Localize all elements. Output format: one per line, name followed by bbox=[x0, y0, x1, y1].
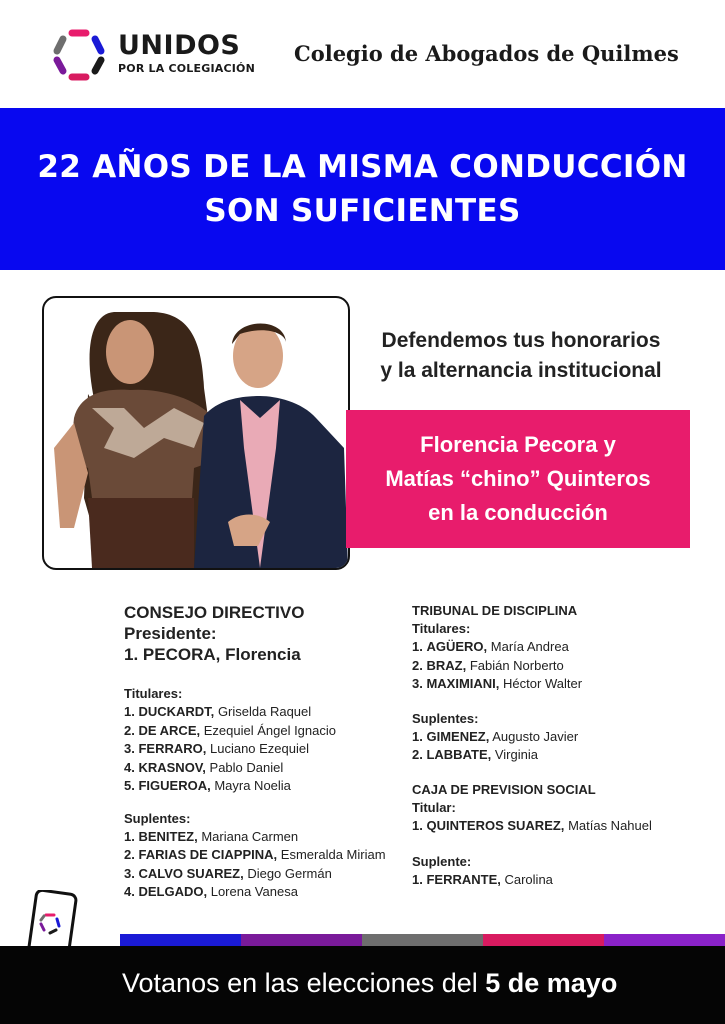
candidates-photo bbox=[42, 296, 350, 570]
color-stripe bbox=[483, 934, 604, 946]
color-stripe bbox=[120, 934, 241, 946]
list-item bbox=[124, 722, 394, 741]
entry-name: Matías Nahuel bbox=[568, 817, 652, 833]
candidates-line-3: en la conducción bbox=[428, 500, 608, 525]
color-stripes bbox=[120, 934, 725, 946]
presidente-name: PECORA, Florencia bbox=[142, 645, 301, 664]
candidates-photo-illustration bbox=[44, 298, 348, 568]
header bbox=[0, 0, 725, 108]
list-item bbox=[124, 703, 394, 722]
list-item bbox=[412, 638, 712, 657]
list-item bbox=[124, 777, 394, 796]
tribunal-titulares-list bbox=[412, 638, 712, 694]
entry-num: 5. bbox=[124, 778, 135, 793]
consejo-suplentes-label: Suplentes: bbox=[124, 810, 191, 826]
entry-surname: DELGADO, bbox=[138, 884, 208, 899]
entry-name: María Andrea bbox=[490, 639, 569, 654]
caja-titular-entry bbox=[412, 817, 712, 836]
caja-suplente-entry bbox=[412, 871, 712, 890]
entry-num: 1. bbox=[412, 728, 423, 744]
entry-num: 1. bbox=[412, 872, 423, 887]
logo-text bbox=[118, 32, 255, 75]
entry-surname: LABBATE, bbox=[426, 747, 492, 762]
entry-num: 1. bbox=[124, 828, 135, 844]
tribunal-title: TRIBUNAL DE DISCIPLINA bbox=[412, 603, 578, 618]
entry-num: 2. bbox=[412, 657, 423, 673]
entry-name: Mariana Carmen bbox=[201, 828, 299, 844]
entry-surname: FIGUEROA, bbox=[138, 778, 211, 793]
footer-text-start: Votanos en las elecciones del bbox=[122, 968, 486, 998]
entry-name: Diego Germán bbox=[247, 865, 332, 881]
list-item bbox=[412, 657, 712, 676]
entry-surname: MAXIMIANI, bbox=[426, 676, 500, 691]
entry-num: 4. bbox=[124, 884, 135, 899]
tribunal-suplentes-list bbox=[412, 728, 712, 765]
entry-surname: FERRANTE, bbox=[426, 872, 501, 887]
entry-num: 1. bbox=[412, 817, 423, 833]
tribunal-caja-section bbox=[412, 602, 712, 890]
consejo-titulares-label: Titulares: bbox=[124, 686, 183, 701]
entry-name: Augusto Javier bbox=[492, 728, 579, 744]
entry-surname: DE ARCE, bbox=[138, 722, 201, 738]
presidente-entry bbox=[124, 644, 394, 665]
tagline bbox=[360, 326, 682, 386]
entry-name: Mayra Noelia bbox=[214, 778, 291, 793]
entry-surname: BRAZ, bbox=[426, 657, 467, 673]
candidates-box bbox=[346, 410, 690, 548]
presidente-num: 1. bbox=[124, 645, 139, 664]
consejo-directivo-section bbox=[124, 602, 394, 902]
ring-of-people-logo-icon bbox=[50, 26, 108, 84]
entry-surname: GIMENEZ, bbox=[426, 728, 490, 744]
entry-name: Virginia bbox=[494, 747, 538, 762]
entry-name: Luciano Ezequiel bbox=[209, 741, 310, 756]
tagline-line-2: y la alternancia institucional bbox=[380, 359, 662, 382]
footer-text bbox=[122, 966, 617, 1000]
list-item bbox=[124, 865, 394, 884]
tagline-line-1: Defendemos tus honorarios bbox=[381, 329, 661, 352]
entry-num: 2. bbox=[124, 847, 135, 862]
entry-surname: FARIAS DE CIAPPINA, bbox=[138, 847, 278, 862]
footer bbox=[0, 946, 725, 1024]
headline-banner bbox=[0, 108, 725, 270]
entry-surname: AGÜERO, bbox=[426, 639, 488, 654]
entry-num: 4. bbox=[124, 759, 135, 775]
logo-subtitle: POR LA COLEGIACIÓN bbox=[118, 62, 255, 75]
entry-num: 3. bbox=[124, 865, 135, 881]
entry-num: 1. bbox=[124, 704, 135, 719]
headline-line-1: 22 AÑOS DE LA MISMA CONDUCCIÓN bbox=[37, 149, 688, 185]
entry-num: 3. bbox=[124, 741, 135, 756]
color-stripe bbox=[241, 934, 362, 946]
caja-titular-label: Titular: bbox=[412, 799, 456, 815]
caja-suplente-label: Suplente: bbox=[412, 854, 472, 869]
entry-num: 2. bbox=[412, 747, 423, 762]
entry-name: Carolina bbox=[504, 872, 553, 887]
entry-num: 2. bbox=[124, 722, 135, 738]
consejo-titulares-list bbox=[124, 703, 394, 796]
candidates-line-1: Florencia Pecora y bbox=[420, 432, 616, 457]
entry-surname: CALVO SUAREZ, bbox=[138, 865, 244, 881]
entry-num: 1. bbox=[412, 639, 423, 654]
presidente-label: Presidente: bbox=[124, 624, 217, 643]
tribunal-suplentes-label: Suplentes: bbox=[412, 710, 479, 726]
list-item bbox=[124, 759, 394, 778]
entry-name: Esmeralda Miriam bbox=[280, 847, 386, 862]
entry-surname: QUINTEROS SUAREZ, bbox=[426, 817, 565, 833]
caja-title: CAJA DE PREVISION SOCIAL bbox=[412, 781, 596, 797]
entry-name: Griselda Raquel bbox=[217, 704, 312, 719]
entry-name: Lorena Vanesa bbox=[210, 884, 298, 899]
consejo-suplentes-list bbox=[124, 828, 394, 902]
list-item bbox=[412, 728, 712, 747]
entry-surname: FERRARO, bbox=[138, 741, 207, 756]
color-stripe bbox=[604, 934, 725, 946]
list-item bbox=[124, 846, 394, 865]
consejo-title: CONSEJO DIRECTIVO bbox=[124, 603, 305, 622]
entry-surname: BENITEZ, bbox=[138, 828, 198, 844]
candidates-line-2: Matías “chino” Quinteros bbox=[385, 466, 651, 491]
entry-name: Héctor Walter bbox=[503, 676, 583, 691]
list-item bbox=[412, 675, 712, 694]
headline-line-2: SON SUFICIENTES bbox=[204, 193, 521, 229]
entry-surname: DUCKARDT, bbox=[138, 704, 215, 719]
list-item bbox=[412, 746, 712, 765]
color-stripe bbox=[362, 934, 483, 946]
entry-name: Fabián Norberto bbox=[469, 657, 564, 673]
election-date: 5 de mayo bbox=[485, 968, 618, 998]
logo-title: UNIDOS bbox=[118, 30, 241, 61]
list-item bbox=[124, 740, 394, 759]
entry-name: Pablo Daniel bbox=[209, 759, 284, 775]
entry-name: Ezequiel Ángel Ignacio bbox=[203, 722, 336, 738]
tribunal-titulares-label: Titulares: bbox=[412, 621, 471, 636]
college-name: Colegio de Abogados de Quilmes bbox=[294, 41, 679, 66]
list-item bbox=[124, 828, 394, 847]
entry-surname: KRASNOV, bbox=[138, 759, 206, 775]
list-item bbox=[124, 883, 394, 902]
entry-num: 3. bbox=[412, 676, 423, 691]
